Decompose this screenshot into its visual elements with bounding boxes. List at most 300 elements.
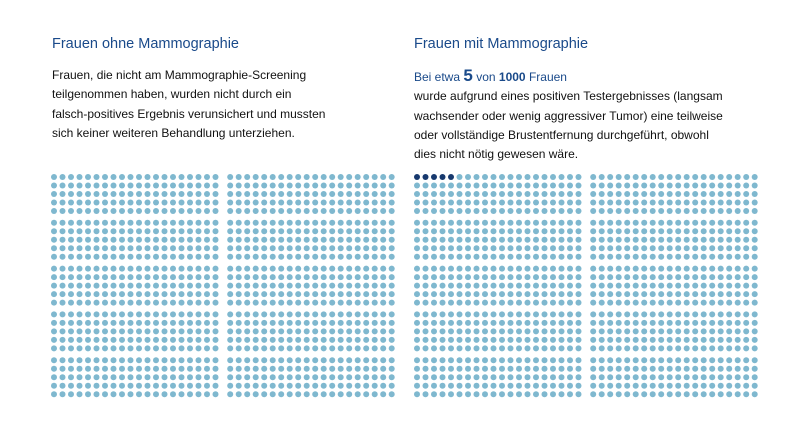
woman-dot — [321, 200, 327, 206]
woman-dot — [684, 208, 690, 214]
woman-dot — [321, 328, 327, 334]
woman-dot — [701, 208, 707, 214]
woman-dot — [576, 183, 582, 189]
woman-dot — [599, 337, 605, 343]
woman-dot — [278, 183, 284, 189]
woman-dot — [542, 357, 548, 363]
woman-dot — [516, 228, 522, 234]
woman-dot — [236, 237, 242, 243]
woman-dot — [145, 200, 151, 206]
woman-dot — [321, 254, 327, 260]
woman-dot — [287, 254, 293, 260]
woman-dot — [474, 237, 480, 243]
woman-dot — [448, 383, 454, 389]
woman-dot — [261, 291, 267, 297]
woman-dot — [253, 374, 259, 380]
woman-dot — [329, 391, 335, 397]
woman-dot — [675, 283, 681, 289]
woman-dot — [641, 337, 647, 343]
woman-dot — [448, 320, 454, 326]
woman-dot — [244, 345, 250, 351]
woman-dot — [709, 228, 715, 234]
woman-dot — [51, 320, 57, 326]
woman-dot — [312, 391, 318, 397]
woman-dot — [77, 311, 83, 317]
woman-dot — [372, 228, 378, 234]
woman-dot — [170, 320, 176, 326]
woman-dot — [616, 228, 622, 234]
woman-dot — [389, 337, 395, 343]
woman-dot — [709, 366, 715, 372]
woman-dot — [448, 228, 454, 234]
woman-dot — [542, 383, 548, 389]
woman-dot — [735, 345, 741, 351]
woman-dot — [389, 174, 395, 180]
woman-dot — [633, 383, 639, 389]
woman-dot — [718, 220, 724, 226]
woman-dot — [346, 383, 352, 389]
woman-dot — [658, 228, 664, 234]
woman-dot — [567, 283, 573, 289]
woman-dot — [440, 220, 446, 226]
woman-dot — [68, 357, 74, 363]
woman-dot — [204, 374, 210, 380]
woman-dot — [508, 220, 514, 226]
woman-dot — [253, 220, 259, 226]
woman-dot — [85, 220, 91, 226]
woman-dot — [576, 383, 582, 389]
woman-dot — [576, 220, 582, 226]
woman-dot — [102, 200, 108, 206]
woman-dot — [261, 383, 267, 389]
woman-dot — [414, 228, 420, 234]
woman-dot — [550, 191, 556, 197]
woman-dot — [102, 274, 108, 280]
woman-dot — [718, 266, 724, 272]
woman-dot — [667, 345, 673, 351]
woman-dot — [145, 345, 151, 351]
woman-dot — [499, 208, 505, 214]
woman-dot — [414, 374, 420, 380]
woman-dot — [431, 245, 437, 251]
woman-dot — [499, 345, 505, 351]
woman-dot — [278, 300, 284, 306]
woman-dot — [227, 291, 233, 297]
woman-dot — [338, 283, 344, 289]
woman-dot — [692, 220, 698, 226]
woman-dot — [516, 283, 522, 289]
woman-dot — [718, 383, 724, 389]
woman-dot — [372, 200, 378, 206]
woman-dot — [213, 183, 219, 189]
woman-dot — [261, 200, 267, 206]
woman-dot — [633, 357, 639, 363]
woman-dot — [752, 311, 758, 317]
woman-dot — [128, 283, 134, 289]
woman-dot — [431, 228, 437, 234]
woman-dot — [465, 183, 471, 189]
woman-dot — [675, 220, 681, 226]
woman-dot — [701, 311, 707, 317]
woman-dot — [542, 220, 548, 226]
woman-dot — [338, 357, 344, 363]
woman-dot — [718, 311, 724, 317]
woman-dot — [94, 266, 100, 272]
woman-dot — [119, 274, 125, 280]
woman-dot — [718, 374, 724, 380]
woman-dot — [162, 300, 168, 306]
woman-dot — [244, 283, 250, 289]
woman-dot — [287, 283, 293, 289]
woman-dot — [533, 283, 539, 289]
woman-dot — [102, 237, 108, 243]
woman-dot — [346, 320, 352, 326]
woman-dot — [372, 174, 378, 180]
woman-dot — [684, 254, 690, 260]
woman-dot — [321, 320, 327, 326]
woman-dot — [102, 191, 108, 197]
woman-dot — [474, 266, 480, 272]
woman-dot — [701, 300, 707, 306]
woman-dot — [508, 320, 514, 326]
woman-dot — [440, 208, 446, 214]
woman-dot — [423, 254, 429, 260]
woman-dot — [718, 208, 724, 214]
woman-dot — [431, 274, 437, 280]
woman-dot — [119, 300, 125, 306]
woman-dot — [692, 337, 698, 343]
woman-dot — [60, 200, 66, 206]
woman-dot — [278, 328, 284, 334]
woman-dot — [128, 174, 134, 180]
woman-dot — [119, 328, 125, 334]
woman-dot — [372, 274, 378, 280]
woman-dot — [244, 291, 250, 297]
woman-dot — [667, 337, 673, 343]
woman-dot — [752, 383, 758, 389]
woman-dot — [270, 191, 276, 197]
woman-dot — [145, 337, 151, 343]
woman-dot — [431, 383, 437, 389]
woman-dot — [590, 311, 596, 317]
woman-dot — [287, 174, 293, 180]
woman-dot — [650, 391, 656, 397]
woman-dot — [414, 254, 420, 260]
woman-dot — [102, 254, 108, 260]
woman-dot — [516, 220, 522, 226]
woman-dot — [482, 200, 488, 206]
woman-dot — [599, 266, 605, 272]
woman-dot — [204, 274, 210, 280]
woman-dot — [735, 237, 741, 243]
woman-dot — [278, 228, 284, 234]
woman-dot — [51, 200, 57, 206]
woman-dot — [692, 254, 698, 260]
woman-dot — [667, 366, 673, 372]
woman-dot — [304, 283, 310, 289]
woman-dot — [60, 245, 66, 251]
woman-dot — [363, 245, 369, 251]
woman-dot — [550, 328, 556, 334]
woman-dot — [51, 228, 57, 234]
woman-dot — [287, 274, 293, 280]
woman-dot — [321, 300, 327, 306]
woman-dot — [684, 345, 690, 351]
woman-dot — [60, 345, 66, 351]
woman-dot — [559, 391, 565, 397]
woman-dot — [675, 366, 681, 372]
woman-dot — [616, 283, 622, 289]
woman-dot — [465, 174, 471, 180]
woman-dot — [153, 366, 159, 372]
woman-dot — [321, 283, 327, 289]
woman-dot — [321, 383, 327, 389]
woman-dot — [525, 374, 531, 380]
woman-dot — [111, 300, 117, 306]
woman-dot — [196, 391, 202, 397]
woman-dot — [743, 311, 749, 317]
woman-dot — [111, 345, 117, 351]
woman-dot — [599, 245, 605, 251]
woman-dot — [743, 254, 749, 260]
woman-dot — [735, 391, 741, 397]
woman-dot — [253, 391, 259, 397]
woman-dot — [68, 174, 74, 180]
description-line: oder vollständige Brustentfernung durchgeführt, obwohl — [414, 127, 709, 142]
woman-dot — [559, 228, 565, 234]
woman-dot — [51, 374, 57, 380]
woman-dot — [491, 374, 497, 380]
woman-dot — [474, 345, 480, 351]
woman-dot — [658, 311, 664, 317]
woman-dot — [550, 337, 556, 343]
woman-dot — [187, 366, 193, 372]
woman-dot — [321, 220, 327, 226]
woman-dot — [85, 191, 91, 197]
woman-dot — [119, 357, 125, 363]
woman-dot — [179, 191, 185, 197]
woman-dot — [423, 320, 429, 326]
woman-dot — [752, 254, 758, 260]
woman-dot — [726, 283, 732, 289]
woman-dot — [567, 274, 573, 280]
woman-dot — [599, 200, 605, 206]
woman-dot — [287, 374, 293, 380]
icon-array-without-mammography — [50, 173, 396, 405]
woman-dot — [102, 366, 108, 372]
woman-dot — [550, 291, 556, 297]
woman-dot — [227, 183, 233, 189]
woman-dot — [60, 291, 66, 297]
woman-dot — [204, 191, 210, 197]
woman-dot — [102, 374, 108, 380]
woman-dot — [380, 391, 386, 397]
woman-dot — [312, 283, 318, 289]
woman-dot — [567, 208, 573, 214]
woman-dot — [94, 391, 100, 397]
woman-dot — [431, 366, 437, 372]
woman-dot — [474, 383, 480, 389]
woman-dot — [743, 237, 749, 243]
woman-dot — [355, 220, 361, 226]
woman-dot — [525, 254, 531, 260]
woman-dot — [321, 291, 327, 297]
woman-dot — [491, 183, 497, 189]
woman-dot — [94, 283, 100, 289]
woman-dot — [77, 174, 83, 180]
woman-dot — [525, 337, 531, 343]
woman-dot — [533, 228, 539, 234]
woman-dot — [431, 291, 437, 297]
woman-dot — [196, 245, 202, 251]
woman-dot — [718, 183, 724, 189]
woman-dot — [641, 300, 647, 306]
woman-dot — [633, 391, 639, 397]
woman-dot — [675, 357, 681, 363]
woman-dot — [179, 183, 185, 189]
woman-dot — [508, 328, 514, 334]
woman-dot — [261, 254, 267, 260]
woman-dot — [624, 291, 630, 297]
woman-dot — [153, 174, 159, 180]
woman-dot — [658, 357, 664, 363]
woman-dot — [329, 291, 335, 297]
woman-dot — [431, 300, 437, 306]
woman-dot — [253, 237, 259, 243]
woman-dot — [508, 254, 514, 260]
woman-dot — [187, 266, 193, 272]
woman-dot — [650, 283, 656, 289]
woman-dot — [692, 266, 698, 272]
woman-dot — [321, 357, 327, 363]
woman-dot — [145, 174, 151, 180]
woman-dot — [474, 245, 480, 251]
woman-dot — [261, 174, 267, 180]
woman-dot — [567, 183, 573, 189]
woman-dot — [389, 283, 395, 289]
woman-dot — [153, 357, 159, 363]
woman-dot — [709, 220, 715, 226]
woman-dot — [624, 220, 630, 226]
woman-dot — [590, 200, 596, 206]
woman-dot — [567, 357, 573, 363]
woman-dot — [616, 237, 622, 243]
woman-dot — [576, 228, 582, 234]
woman-dot — [457, 320, 463, 326]
woman-dot — [213, 283, 219, 289]
woman-dot — [576, 208, 582, 214]
woman-dot — [624, 328, 630, 334]
woman-dot — [576, 191, 582, 197]
woman-dot — [533, 320, 539, 326]
woman-dot — [607, 191, 613, 197]
woman-dot — [508, 228, 514, 234]
woman-dot — [119, 254, 125, 260]
woman-dot — [162, 174, 168, 180]
woman-dot — [508, 311, 514, 317]
woman-dot — [145, 283, 151, 289]
woman-dot — [440, 183, 446, 189]
woman-dot — [119, 191, 125, 197]
woman-dot — [474, 220, 480, 226]
woman-dot — [355, 345, 361, 351]
woman-dot — [363, 311, 369, 317]
woman-dot — [726, 391, 732, 397]
woman-dot — [346, 237, 352, 243]
woman-dot — [457, 237, 463, 243]
woman-dot — [423, 391, 429, 397]
woman-dot — [179, 374, 185, 380]
woman-dot — [355, 391, 361, 397]
woman-dot — [465, 374, 471, 380]
woman-dot — [380, 183, 386, 189]
woman-dot — [533, 274, 539, 280]
woman-dot — [718, 228, 724, 234]
woman-dot — [162, 374, 168, 380]
woman-dot — [701, 245, 707, 251]
woman-dot — [304, 266, 310, 272]
woman-dot — [363, 337, 369, 343]
woman-dot — [261, 266, 267, 272]
woman-dot — [102, 383, 108, 389]
woman-dot — [658, 291, 664, 297]
woman-dot — [440, 357, 446, 363]
woman-dot — [542, 391, 548, 397]
woman-dot — [68, 183, 74, 189]
woman-dot — [213, 366, 219, 372]
woman-dot — [726, 291, 732, 297]
woman-dot — [145, 183, 151, 189]
woman-dot — [508, 366, 514, 372]
woman-dot — [525, 320, 531, 326]
woman-dot — [236, 345, 242, 351]
woman-dot — [145, 254, 151, 260]
affected-woman-dot — [431, 174, 437, 180]
woman-dot — [60, 266, 66, 272]
woman-dot — [624, 254, 630, 260]
woman-dot — [270, 266, 276, 272]
woman-dot — [287, 245, 293, 251]
woman-dot — [196, 254, 202, 260]
woman-dot — [196, 183, 202, 189]
woman-dot — [128, 366, 134, 372]
woman-dot — [389, 245, 395, 251]
woman-dot — [726, 274, 732, 280]
woman-dot — [111, 366, 117, 372]
woman-dot — [709, 291, 715, 297]
woman-dot — [718, 328, 724, 334]
woman-dot — [321, 208, 327, 214]
woman-dot — [338, 320, 344, 326]
woman-dot — [542, 208, 548, 214]
woman-dot — [355, 266, 361, 272]
woman-dot — [516, 391, 522, 397]
woman-dot — [499, 300, 505, 306]
woman-dot — [550, 391, 556, 397]
woman-dot — [667, 208, 673, 214]
woman-dot — [128, 320, 134, 326]
woman-dot — [77, 183, 83, 189]
woman-dot — [542, 291, 548, 297]
woman-dot — [338, 311, 344, 317]
woman-dot — [363, 274, 369, 280]
woman-dot — [457, 191, 463, 197]
woman-dot — [355, 208, 361, 214]
woman-dot — [244, 228, 250, 234]
woman-dot — [718, 357, 724, 363]
woman-dot — [752, 183, 758, 189]
lead-suffix: Frauen — [528, 70, 567, 84]
